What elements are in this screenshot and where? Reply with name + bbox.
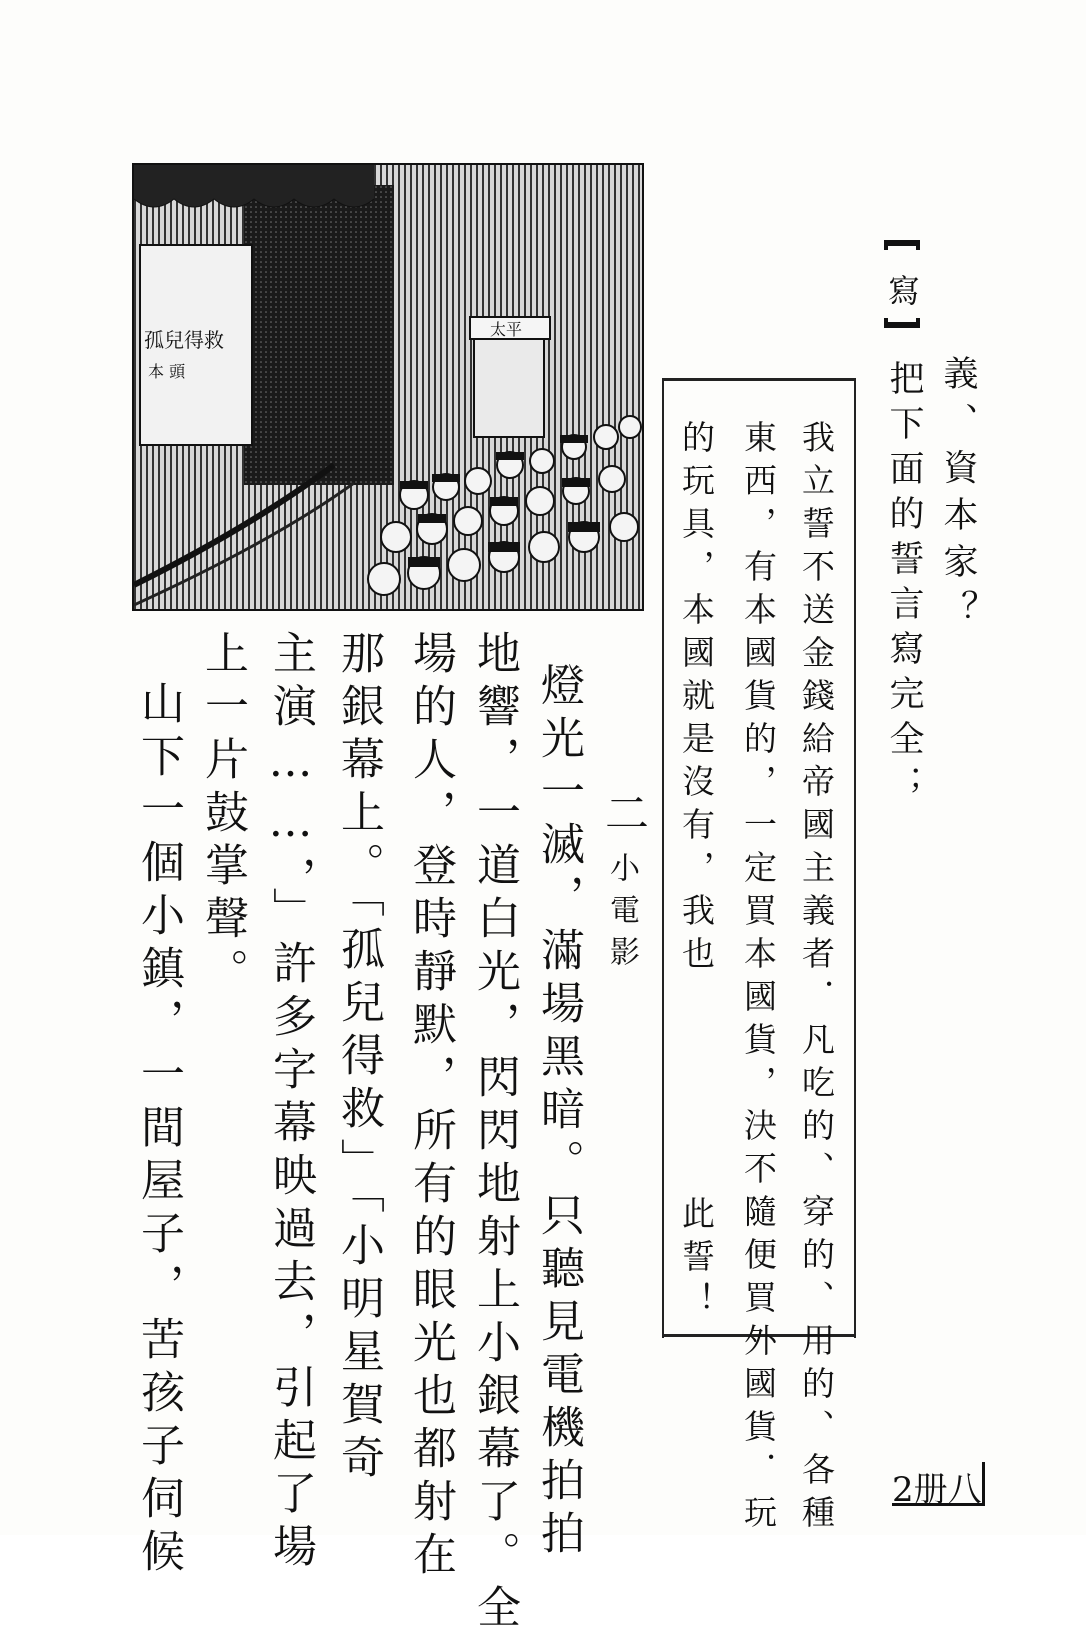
body-column-1: 燈光一滅，滿場黑暗。只聽見電機拍拍	[533, 662, 584, 1563]
exercise-bracket-bottom	[884, 318, 920, 328]
door-sign-text: 太平	[490, 320, 523, 339]
page-number: 2册八	[892, 1470, 982, 1510]
oath-signature: 此誓！	[677, 1196, 716, 1325]
body-column-2: 地響，一道白光，閃閃地射上小銀幕了。全	[469, 630, 520, 1637]
exercise-continuation: 義、資本家？	[938, 355, 978, 637]
page-number-side-rule	[982, 1462, 985, 1506]
body-column-7: 山下一個小鎮，一間屋子，苦孩子伺候	[133, 680, 184, 1581]
lesson-number: 二	[597, 790, 648, 843]
body-column-3: 場的人，登時靜默，所有的眼光也都射在	[405, 630, 456, 1584]
oath-line-3: 的玩具，本國就是沒有，我也	[677, 420, 716, 979]
body-column-6: 上一片鼓掌聲。	[197, 630, 248, 1001]
body-column-4: 那銀幕上。「孤兒得救」「小明星賀奇	[333, 630, 384, 1487]
cinema-illustration	[132, 163, 644, 611]
cinema-illustration-svg	[134, 165, 642, 609]
exercise-label: 寫	[883, 274, 921, 306]
door	[474, 337, 544, 437]
exercise-instruction: 把下面的誓言寫完全；	[884, 360, 924, 810]
body-column-5: 主演……，」許多字幕映過去，引起了場	[265, 630, 316, 1576]
oath-line-2: 東西，有本國貨的，一定買本國貨，決不隨便買外國貨．玩	[739, 420, 778, 1538]
screen-sign-title: 孤兒得救	[144, 328, 224, 352]
oath-line-1: 我立誓不送金錢給帝國主義者．凡吃的、穿的、用的、各種	[797, 420, 836, 1538]
lesson-title: 小電影	[604, 852, 639, 978]
page-number-underline	[892, 1503, 984, 1506]
screen-sign-subtitle: 本 頭	[148, 362, 186, 381]
